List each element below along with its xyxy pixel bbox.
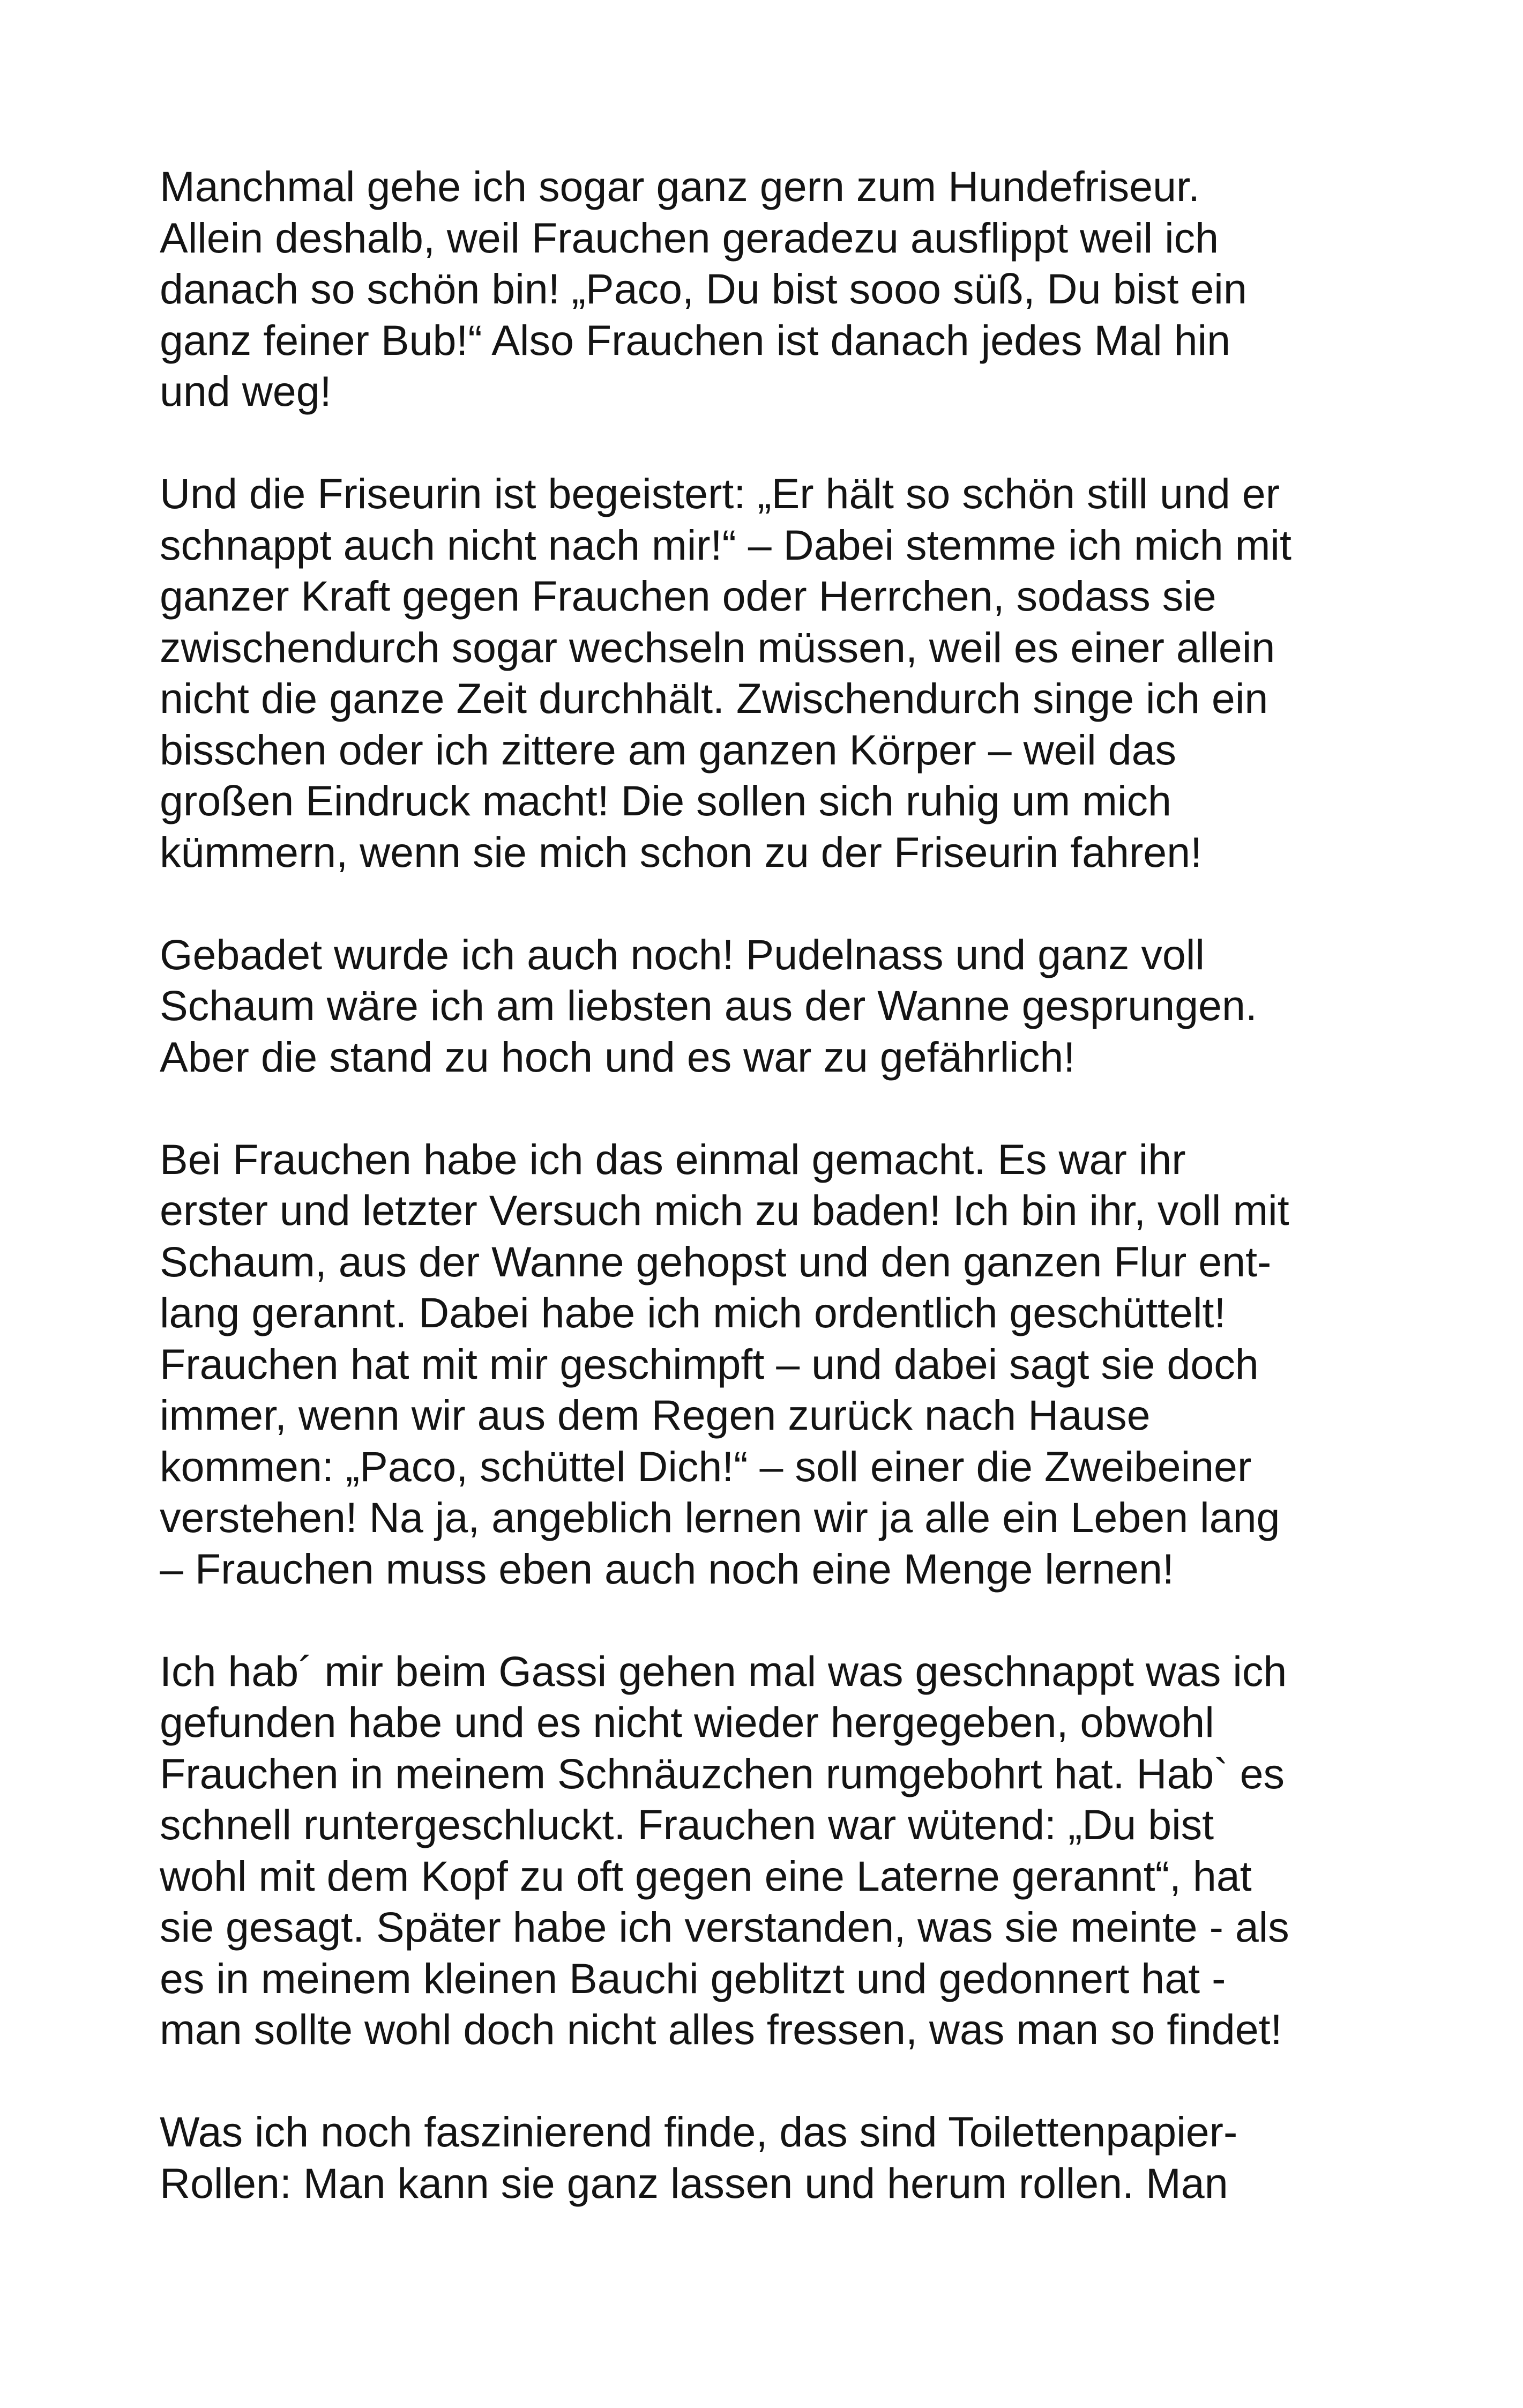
text-line: ganz feiner Bub!“ Also Frauchen ist danach jedes Mal hin	[160, 316, 1231, 364]
text-line: man sollte wohl doch nicht alles fressen, was man so findet!	[160, 2005, 1282, 2053]
text-line: Allein deshalb, weil Frauchen geradezu ausflippt weil ich	[160, 213, 1219, 262]
text-line: zwischendurch sogar wechseln müssen, weil es einer allein	[160, 623, 1275, 671]
text-line: Und die Friseurin ist begeistert: „Er hält so schön still und er	[160, 470, 1280, 517]
paragraph-gebadet	[160, 929, 1392, 1083]
text-line: schnappt auch nicht nach mir!“ – Dabei stemme ich mich mit	[160, 521, 1291, 569]
paragraph-hundefriseur	[160, 161, 1392, 417]
text-line: und weg!	[160, 367, 332, 415]
text-line: kommen: „Paco, schüttel Dich!“ – soll einer die Zweibeiner	[160, 1442, 1252, 1490]
text-line: nicht die ganze Zeit durchhält. Zwischendurch singe ich ein	[160, 674, 1268, 722]
text-line: lang gerannt. Dabei habe ich mich ordentlich geschüttelt!	[160, 1289, 1226, 1336]
text-line: wohl mit dem Kopf zu oft gegen eine Laterne gerannt“, hat	[160, 1852, 1252, 1900]
text-line: Frauchen in meinem Schnäuzchen rumgebohrt hat. Hab` es	[160, 1749, 1285, 1797]
text-line: Gebadet wurde ich auch noch! Pudelnass und ganz voll	[160, 930, 1205, 978]
text-line: kümmern, wenn sie mich schon zu der Friseurin fahren!	[160, 828, 1203, 876]
text-line: Ich hab´ mir beim Gassi gehen mal was geschnappt was ich	[160, 1647, 1287, 1695]
text-line: bisschen oder ich zittere am ganzen Körper – weil das	[160, 725, 1177, 774]
text-line: Rollen: Man kann sie ganz lassen und herum rollen. Man	[160, 2159, 1228, 2207]
text-line: Bei Frauchen habe ich das einmal gemacht. Es war ihr	[160, 1135, 1186, 1183]
text-line: verstehen! Na ja, angeblich lernen wir ja alle ein Leben lang	[160, 1493, 1280, 1541]
text-line: gefunden habe und es nicht wieder hergegeben, obwohl	[160, 1698, 1214, 1746]
body-text	[160, 161, 1392, 2260]
text-line: ganzer Kraft gegen Frauchen oder Herrchen, sodass sie	[160, 572, 1216, 620]
text-line: danach so schön bin! „Paco, Du bist sooo süß, Du bist ein	[160, 265, 1247, 313]
paragraph-toilettenpapier	[160, 2106, 1392, 2209]
text-line: großen Eindruck macht! Die sollen sich ruhig um mich	[160, 777, 1171, 824]
text-line: Manchmal gehe ich sogar ganz gern zum Hundefriseur.	[160, 162, 1200, 210]
text-line: Schaum wäre ich am liebsten aus der Wanne gesprungen.	[160, 982, 1257, 1029]
text-line: erster und letzter Versuch mich zu baden! Ich bin ihr, voll mit	[160, 1186, 1289, 1234]
paragraph-friseurin	[160, 468, 1392, 878]
paragraph-gassi	[160, 1646, 1392, 2055]
text-line: Frauchen hat mit mir geschimpft – und dabei sagt sie doch	[160, 1340, 1259, 1388]
text-line: sie gesagt. Später habe ich verstanden, was sie meinte - als	[160, 1903, 1289, 1951]
text-line: immer, wenn wir aus dem Regen zurück nach Hause	[160, 1391, 1151, 1439]
text-line: Was ich noch faszinierend finde, das sind Toilettenpapier-	[160, 2108, 1238, 2156]
text-line: Aber die stand zu hoch und es war zu gefährlich!	[160, 1032, 1076, 1081]
text-line: – Frauchen muss eben auch noch eine Menge lernen!	[160, 1544, 1174, 1593]
text-line: Schaum, aus der Wanne gehopst und den ganzen Flur ent-	[160, 1237, 1272, 1285]
text-line: schnell runtergeschluckt. Frauchen war wütend: „Du bist	[160, 1801, 1214, 1848]
paragraph-bei-frauchen	[160, 1134, 1392, 1595]
text-line: es in meinem kleinen Bauchi geblitzt und gedonnert hat -	[160, 1954, 1226, 2002]
